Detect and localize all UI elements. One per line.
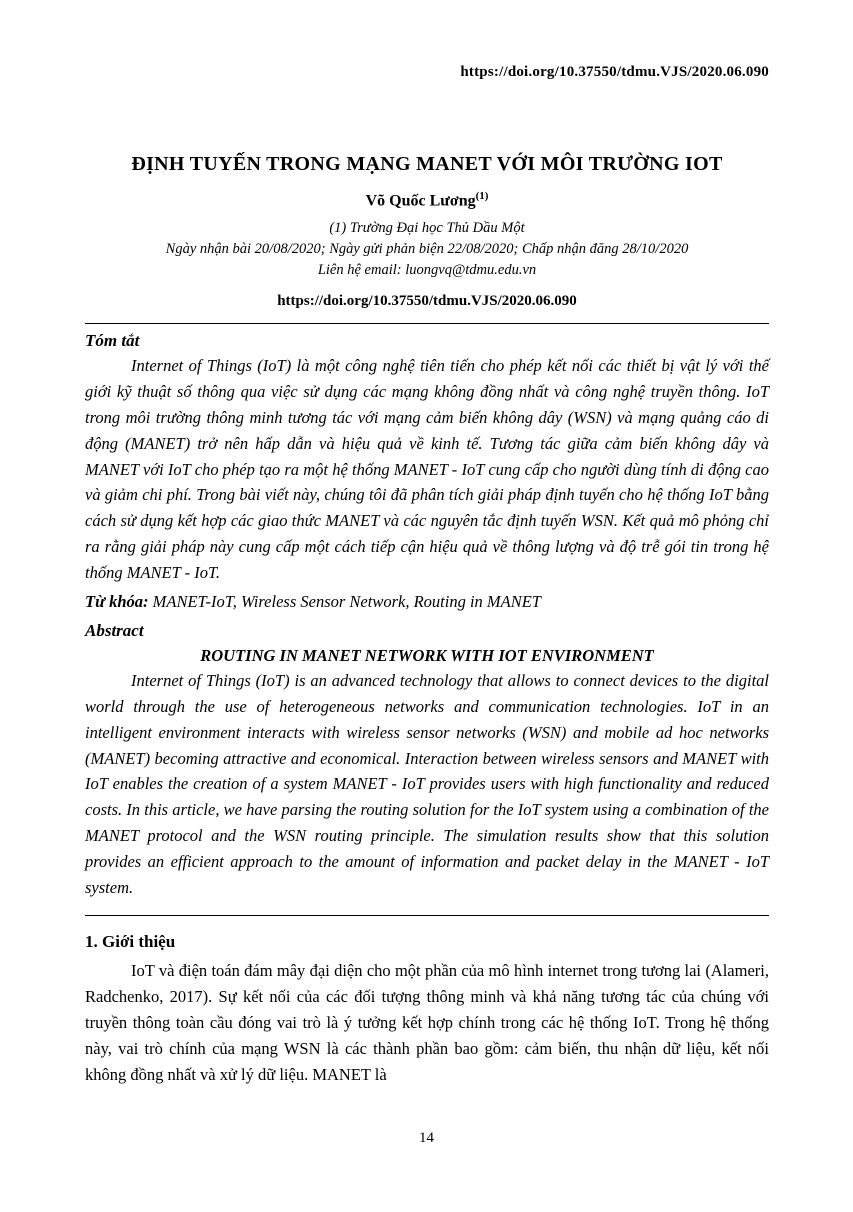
divider-top [85,323,769,324]
keywords-label: Từ khóa: [85,591,149,611]
doi-header: https://doi.org/10.37550/tdmu.VJS/2020.06.090 [460,64,769,80]
abstract-vi-heading: Tóm tắt [85,331,140,351]
author-line [85,190,769,210]
author-affiliation-marker: (1) [475,190,489,202]
keywords-line [85,589,769,615]
divider-section [85,915,769,916]
page-number: 14 [419,1130,434,1146]
paper-title: ĐỊNH TUYẾN TRONG MẠNG MANET VỚI MÔI TRƯỜNG IOT [131,153,723,175]
abstract-vi-body: Internet of Things (IoT) là một công nghệ tiên tiến cho phép kết nối các thiết bị vật lý với thế giới kỹ thuật số thông qua việc sử dụng các mạng không đồng nhất và công nghệ truyền thông. IoT trong môi trường thông minh tương tác với mạng cảm biến không dây (WSN) và mạng quảng cáo di động (MANET) trở nên hấp dẫn và hiệu quả về kinh tế. Tương tác giữa cảm biến không dây và MANET với IoT cho phép tạo ra một hệ thống MANET - IoT cung cấp cho người dùng tính di động cao và giảm chi phí. Trong bài viết này, chúng tôi đã phân tích giải pháp định tuyến cho hệ thống IoT bằng cách sử dụng kết hợp các giao thức MANET và các nguyên tắc định tuyến WSN. Kết quả mô phỏng chỉ ra rằng giải pháp này cung cấp một cách tiếp cận hiệu quả về thông lượng và độ trễ gói tin trong hệ thống MANET - IoT. [85,356,769,582]
author-name: Võ Quốc Lương [365,192,476,210]
doi-citation: https://doi.org/10.37550/tdmu.VJS/2020.06.090 [277,293,577,310]
submission-dates: Ngày nhận bài 20/08/2020; Ngày gửi phản biện 22/08/2020; Chấp nhận đăng 28/10/2020 [165,241,689,258]
keywords-text: MANET-IoT, Wireless Sensor Network, Routing in MANET [148,591,541,611]
page-content [85,0,769,1087]
affiliation: (1) Trường Đại học Thủ Dầu Một [329,220,525,237]
abstract-en-heading: Abstract [85,621,144,641]
section1-paragraph: IoT và điện toán đám mây đại diện cho một phần của mô hình internet trong tương lai (Alameri, Radchenko, 2017). Sự kết nối của các đối tượng thông minh và khả năng tương tác của chúng với truyền thông toàn cầu đóng vai trò là ý tưởng kết hợp chính trong các hệ thống IoT. Trong hệ thống này, vai trò chính của mạng WSN là các thành phần bao gồm: cảm biến, thu nhận dữ liệu, kết nối không đồng nhất và xử lý dữ liệu. MANET là [85,961,769,1084]
abstract-en-body: Internet of Things (IoT) is an advanced technology that allows to connect devices to the digital world through the use of heterogeneous networks and communication technologies. IoT in an intelligent environment interacts with wireless sensor networks (WSN) and mobile ad hoc networks (MANET) becoming attractive and economical. Interaction between wireless sensors and MANET with IoT enables the creation of a system MANET - IoT provides users with high functionality and reduced costs. In this article, we have parsing the routing solution for the IoT system using a combination of the MANET protocol and the WSN routing principle. The simulation results show that this solution provides an efficient approach to the amount of information and packet delay in the MANET - IoT system. [85,671,769,897]
section1-heading: 1. Giới thiệu [85,932,176,952]
paper-meta [85,218,769,281]
contact-email: Liên hệ email: luongvq@tdmu.edu.vn [317,262,537,279]
english-title: ROUTING IN MANET NETWORK WITH IOT ENVIRONMENT [200,646,654,666]
